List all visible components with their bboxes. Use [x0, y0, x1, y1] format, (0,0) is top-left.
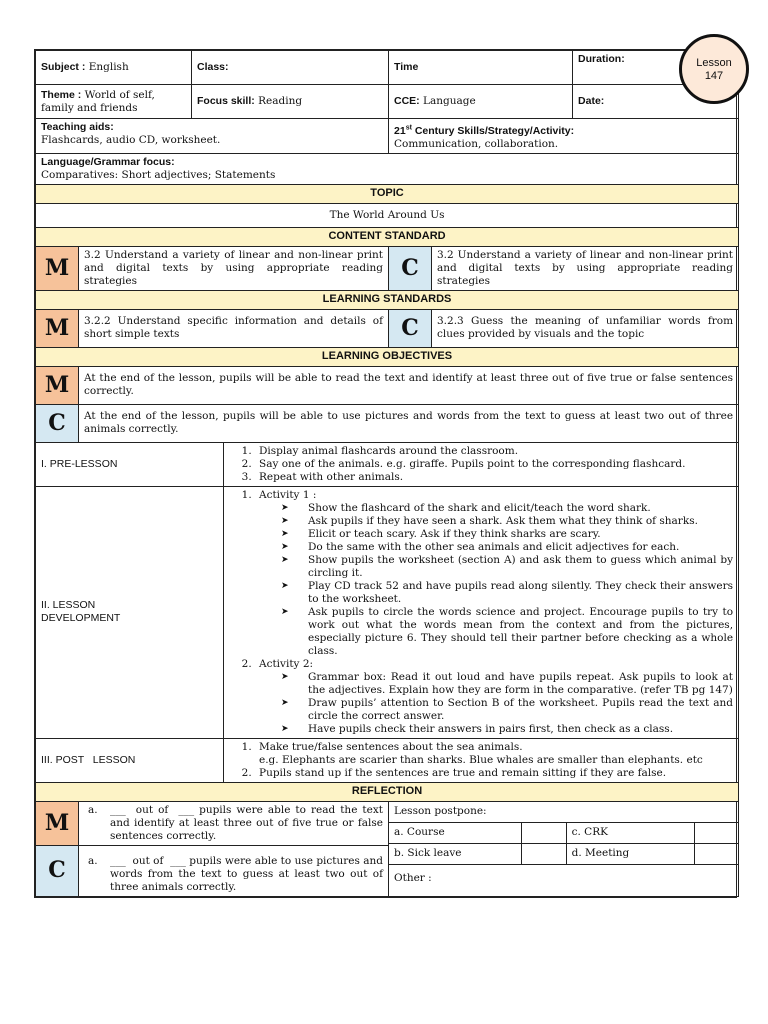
activity-1-title: Activity 1 : [259, 488, 317, 501]
arrow-bullet-icon: ➤ [281, 606, 289, 617]
activity-2 [255, 658, 733, 736]
arrow-bullet-icon: ➤ [281, 528, 289, 539]
arrow-bullet-icon: ➤ [281, 515, 289, 526]
duration-label: Duration: [578, 53, 625, 65]
cce-label: CCE: [394, 95, 420, 107]
focus-skill-label: Focus skill: [197, 95, 255, 107]
post-lesson-content [224, 738, 739, 782]
list-item: ➤ Have pupils check their answers in pairs first, then check as a class. [281, 722, 674, 735]
focus-skill-cell [192, 85, 389, 119]
focus-skill-value: Reading [258, 95, 303, 107]
lesson-plan-table [35, 50, 739, 897]
class-cell [192, 51, 389, 85]
class-label: Class: [197, 61, 229, 73]
list-item: 3. Repeat with other animals. [255, 471, 733, 484]
lesson-development-steps [229, 489, 733, 736]
teaching-aids-label: Teaching aids: [41, 121, 114, 133]
theme-value: World of self, family and friends [41, 88, 155, 114]
list-item: ➤ Show the flashcard of the shark and elicit/teach the word shark. [281, 501, 651, 514]
reflection-c-badge: C [36, 845, 79, 896]
list-item: 1. Display animal flashcards around the classroom. [255, 445, 733, 458]
learning-standards-m-text: 3.2.2 Understand specific information and details of short simple texts [79, 309, 389, 347]
lesson-postpone-label: Lesson postpone: [389, 802, 738, 823]
arrow-bullet-icon: ➤ [281, 580, 289, 591]
learning-standards-row [36, 309, 739, 347]
learning-standards-heading: LEARNING STANDARDS [36, 290, 739, 309]
learning-standards-m-badge: M [36, 309, 79, 347]
list-item: ➤ Ask pupils if they have seen a shark. Ask them what they think of sharks. [281, 514, 698, 527]
reflection-m-row [36, 801, 739, 845]
postpone-crk-box[interactable] [694, 822, 738, 843]
pre-lesson-label: I. PRE-LESSON [36, 442, 224, 486]
subject-value: English [88, 61, 129, 73]
reflection-m-text: ___ out of ___ pupils were able to read the text and identify at least three out of five true or false sentences correctly. [110, 803, 387, 842]
century-skills-cell [389, 119, 739, 154]
postpone-meeting-label: d. Meeting [566, 843, 694, 864]
reflection-heading: REFLECTION [36, 782, 739, 801]
teaching-aids-row [36, 119, 739, 154]
postpone-course-label: a. Course [389, 822, 521, 843]
century-skills-label: 21st Century Skills/Strategy/Activity: [394, 124, 575, 137]
content-standard-c-badge: C [389, 246, 432, 290]
pre-lesson-content [224, 442, 739, 486]
list-item: ➤ Elicit or teach scary. Ask if they think sharks are scary. [281, 527, 601, 540]
objective-m-row [36, 366, 739, 404]
cce-cell [389, 85, 573, 119]
arrow-bullet-icon: ➤ [281, 671, 289, 682]
teaching-aids-cell [36, 119, 389, 154]
list-item: ➤ Play CD track 52 and have pupils read along silently. They check their answers to the worksheet. [281, 579, 734, 605]
postpone-course-box[interactable] [521, 822, 566, 843]
grammar-focus-row [36, 153, 739, 184]
list-item: ➤ Draw pupils’ attention to Section B of the worksheet. Pupils read the text and circle the correct answer. [281, 696, 734, 722]
century-skills-value: Communication, collaboration. [394, 137, 559, 150]
postpone-crk-label: c. CRK [566, 822, 694, 843]
arrow-bullet-icon: ➤ [281, 723, 289, 734]
arrow-bullet-icon: ➤ [281, 502, 289, 513]
lesson-badge-number: 147 [704, 70, 724, 82]
topic-heading: TOPIC [36, 184, 739, 203]
lesson-postpone-cell [389, 801, 739, 896]
activity-1-items [259, 502, 733, 658]
post-lesson-row [36, 738, 739, 782]
grammar-focus-label: Language/Grammar focus: [41, 155, 175, 168]
theme-label: Theme : [41, 88, 82, 101]
content-standard-row [36, 246, 739, 290]
lesson-number-badge [679, 34, 749, 104]
content-standard-m-text: 3.2 Understand a variety of linear and non-linear print and digital texts by using appropriate reading strategies [79, 246, 389, 290]
content-standard-c-text: 3.2 Understand a variety of linear and non-linear print and digital texts by using appropriate reading strategies [432, 246, 739, 290]
lesson-badge-label: Lesson [696, 57, 732, 69]
list-item: 2. Say one of the animals. e.g. giraffe. Pupils point to the corresponding flashcard. [255, 458, 733, 471]
arrow-bullet-icon: ➤ [281, 541, 289, 552]
lesson-development-label: II. LESSON DEVELOPMENT [36, 486, 224, 738]
learning-objectives-heading: LEARNING OBJECTIVES [36, 347, 739, 366]
objective-c-text: At the end of the lesson, pupils will be able to use pictures and words from the text to guess at least two out of three animals correctly. [79, 404, 739, 442]
lesson-development-row [36, 486, 739, 738]
learning-standards-c-text: 3.2.3 Guess the meaning of unfamiliar words from clues provided by visuals and the topic [432, 309, 739, 347]
post-lesson-example: e.g. Elephants are scarier than sharks. Blue whales are smaller than elephants. etc [259, 753, 703, 766]
postpone-sick-leave-label: b. Sick leave [389, 843, 521, 864]
activity-2-title: Activity 2: [259, 657, 314, 670]
objective-c-badge: C [36, 404, 79, 442]
header-row-2 [36, 85, 739, 119]
postpone-sick-leave-box[interactable] [521, 843, 566, 864]
subject-cell [36, 51, 192, 85]
arrow-bullet-icon: ➤ [281, 697, 289, 708]
list-item: ➤ Grammar box: Read it out loud and have pupils repeat. Ask pupils to look at the adjectives. Explain how they are form in the comparative. (refer TB pg 147) [281, 670, 734, 696]
time-cell [389, 51, 573, 85]
post-lesson-steps [229, 741, 733, 780]
objective-c-row [36, 404, 739, 442]
pre-lesson-steps [229, 445, 733, 484]
postpone-meeting-box[interactable] [694, 843, 738, 864]
postpone-other-label: Other : [389, 864, 738, 893]
objective-m-text: At the end of the lesson, pupils will be able to read the text and identify at least three out of five true or false sentences correctly. [79, 366, 739, 404]
learning-standards-c-badge: C [389, 309, 432, 347]
activity-1 [255, 489, 733, 658]
topic-value: The World Around Us [36, 203, 739, 227]
theme-cell [36, 85, 192, 119]
arrow-bullet-icon: ➤ [281, 554, 289, 565]
list-item: 1. Make true/false sentences about the sea animals. e.g. Elephants are scarier than sharks. Blue whales are smaller than elephants. etc [255, 741, 733, 767]
content-standard-m-badge: M [36, 246, 79, 290]
grammar-focus-value: Comparatives: Short adjectives; Statements [41, 168, 276, 181]
list-item: ➤ Ask pupils to circle the words science and project. Encourage pupils to try to work out what the words mean from the context and from the pictures, especially picture 6. They should tell their partner before checking as a whole class. [281, 605, 734, 657]
reflection-c-cell [79, 845, 389, 896]
list-item: ➤ Do the same with the other sea animals and elicit adjectives for each. [281, 540, 680, 553]
content-standard-heading: CONTENT STANDARD [36, 227, 739, 246]
reflection-m-badge: M [36, 801, 79, 845]
grammar-focus-cell [36, 153, 739, 184]
time-label: Time [394, 61, 419, 73]
lesson-plan-sheet [34, 49, 737, 898]
reflection-c-text: ___ out of ___ pupils were able to use pictures and words from the text to guess at least two out of three animals correctly. [110, 854, 387, 893]
post-lesson-label: III. POST LESSON [36, 738, 224, 782]
lesson-postpone-table [389, 802, 738, 893]
teaching-aids-value: Flashcards, audio CD, worksheet. [41, 134, 221, 146]
activity-2-items [259, 671, 733, 736]
reflection-m-marker: a. [88, 803, 98, 816]
pre-lesson-row [36, 442, 739, 486]
list-item: ➤ Show pupils the worksheet (section A) and ask them to guess which animal by circling it. [281, 553, 734, 579]
subject-label: Subject : [41, 61, 86, 73]
date-label: Date: [578, 95, 605, 107]
reflection-c-marker: a. [88, 854, 98, 867]
objective-m-badge: M [36, 366, 79, 404]
list-item: 2. Pupils stand up if the sentences are true and remain sitting if they are false. [255, 767, 733, 780]
reflection-m-cell [79, 801, 389, 845]
lesson-development-content [224, 486, 739, 738]
cce-value: Language [423, 95, 476, 107]
header-row-1 [36, 51, 739, 85]
